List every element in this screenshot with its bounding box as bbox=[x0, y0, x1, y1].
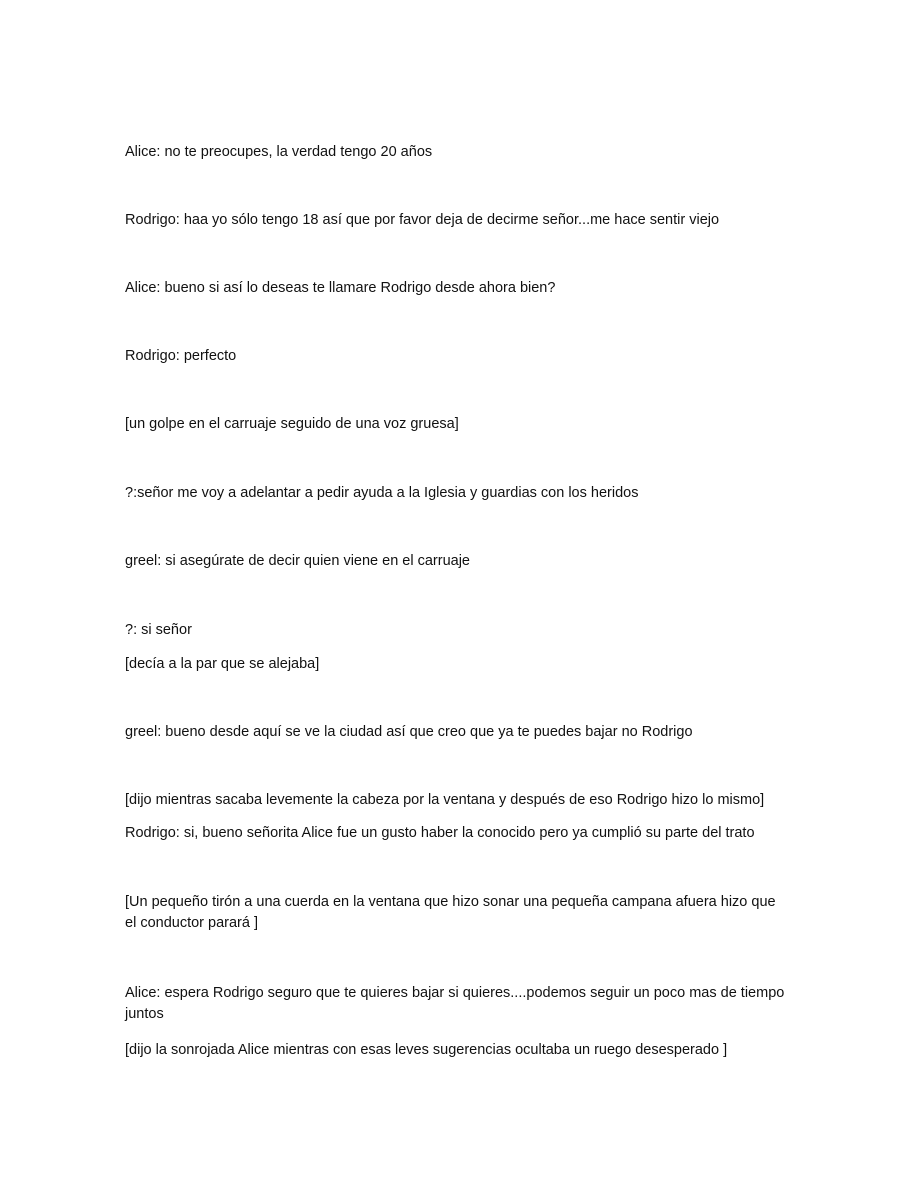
dialogue-line: greel: si asegúrate de decir quien viene en el carruaje bbox=[125, 553, 470, 569]
dialogue-line: Alice: no te preocupes, la verdad tengo 20 años bbox=[125, 144, 433, 160]
dialogue-line: ?:señor me voy a adelantar a pedir ayuda a la Iglesia y guardias con los heridos bbox=[125, 485, 639, 501]
dialogue-line: Rodrigo: perfecto bbox=[125, 348, 237, 364]
dialogue-line: ?: si señor bbox=[125, 622, 192, 638]
narration-line: [Un pequeño tirón a una cuerda en la ventana que hizo sonar una pequeña campana afuera hizo que el conductor parará ] bbox=[125, 894, 776, 931]
dialogue-line: Alice: bueno si así lo deseas te llamare Rodrigo desde ahora bien? bbox=[125, 280, 556, 296]
narration-line: [dijo la sonrojada Alice mientras con esas leves sugerencias ocultaba un ruego desesperado ] bbox=[125, 1042, 728, 1058]
narration-line: [decía a la par que se alejaba] bbox=[125, 656, 320, 672]
dialogue-line: Rodrigo: si, bueno señorita Alice fue un gusto haber la conocido pero ya cumplió su parte del trato bbox=[125, 825, 755, 841]
narration-line: [dijo mientras sacaba levemente la cabeza por la ventana y después de eso Rodrigo hizo lo mismo] bbox=[125, 792, 765, 808]
narration-line: [un golpe en el carruaje seguido de una voz gruesa] bbox=[125, 416, 459, 432]
dialogue-line: Rodrigo: haa yo sólo tengo 18 así que por favor deja de decirme señor...me hace sentir viejo bbox=[125, 212, 720, 228]
dialogue-line: greel: bueno desde aquí se ve la ciudad así que creo que ya te puedes bajar no Rodrigo bbox=[125, 724, 693, 740]
dialogue-line: Alice: espera Rodrigo seguro que te quieres bajar si quieres....podemos seguir un poco mas de tiempo juntos bbox=[125, 985, 785, 1022]
